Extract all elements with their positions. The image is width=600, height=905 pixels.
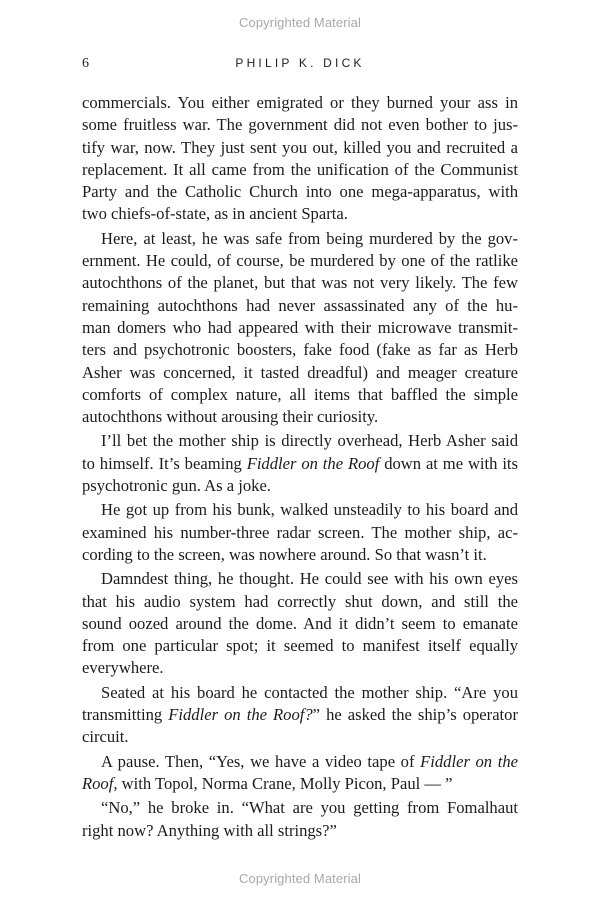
text-line: sound oozed around the dome. And it didn’t seem to emanate bbox=[82, 613, 518, 633]
text-line: circuit. bbox=[82, 727, 129, 747]
italic-title: Fiddler on the Roof bbox=[246, 453, 380, 473]
text-line: from one particular spot; it seemed to manifest itself equally bbox=[82, 636, 518, 656]
running-head-author: PHILIP K. DICK bbox=[235, 56, 365, 70]
copyright-watermark-bottom: Copyrighted Material bbox=[239, 871, 361, 886]
text-line: autochthons of the planet, but that was not very likely. The few bbox=[82, 273, 518, 293]
text-line: Roof, with Topol, Norma Crane, Molly Picon, Paul — ” bbox=[82, 773, 453, 793]
paragraph-first-line: Seated at his board he contacted the mother ship. “Are you bbox=[101, 682, 518, 702]
text-line: two chiefs-of-state, as in ancient Sparta. bbox=[82, 204, 348, 224]
text-line: that his audio system had correctly shut down, and still the bbox=[82, 591, 518, 611]
text-line: examined his number-three radar screen. The mother ship, ac- bbox=[82, 522, 518, 542]
text-line: autochthons without arousing their curiosity. bbox=[82, 407, 379, 427]
text-line: replacement. It all came from the unification of the Communist bbox=[82, 159, 518, 179]
paragraph-first-line: I’ll bet the mother ship is directly overhead, Herb Asher said bbox=[101, 431, 518, 451]
text-line: remaining autochthons had never assassinated any of the hu- bbox=[82, 295, 518, 315]
text-line: everywhere. bbox=[82, 658, 164, 678]
italic-title: Fiddler on the bbox=[420, 751, 518, 771]
text-line: ernment. He could, of course, be murdered by one of the ratlike bbox=[82, 251, 518, 271]
text-line: tify war, now. They just sent you out, killed you and recruited a bbox=[82, 137, 518, 157]
paragraph-first-line: He got up from his bunk, walked unsteadily to his board and bbox=[101, 500, 518, 520]
body-text bbox=[82, 92, 518, 842]
text-line: transmitting Fiddler on the Roof?” he asked the ship’s operator bbox=[82, 705, 518, 725]
text-line: Asher was concerned, it tasted dreadful) and meager creature bbox=[82, 362, 518, 382]
paragraph-first-line: Here, at least, he was safe from being murdered by the gov- bbox=[101, 228, 518, 248]
text-line: comforts of complex nature, all items that baffled the simple bbox=[82, 384, 518, 404]
text-line: Party and the Catholic Church into one mega-apparatus, with bbox=[82, 182, 518, 202]
paragraph-first-line: “No,” he broke in. “What are you getting from Fomalhaut bbox=[101, 798, 518, 818]
text-line: right now? Anything with all strings?” bbox=[82, 820, 337, 840]
italic-title: Roof, bbox=[82, 773, 118, 793]
copyright-watermark-top: Copyrighted Material bbox=[239, 15, 361, 30]
text-line: to himself. It’s beaming Fiddler on the Roof down at me with its bbox=[82, 453, 519, 473]
text-line: some fruitless war. The government did not even bother to jus- bbox=[82, 115, 518, 135]
text-line: ters and psychotronic boosters, fake food (fake as far as Herb bbox=[82, 340, 518, 360]
paragraph-first-line: Damndest thing, he thought. He could see with his own eyes bbox=[101, 569, 518, 589]
italic-title: Fiddler on the Roof? bbox=[168, 705, 313, 725]
text-line: psychotronic gun. As a joke. bbox=[82, 476, 271, 496]
text-line: man domers who had appeared with their microwave transmit- bbox=[82, 317, 518, 337]
paragraph-first-line: A pause. Then, “Yes, we have a video tape of Fiddler on the bbox=[101, 751, 518, 771]
page-number: 6 bbox=[82, 56, 89, 71]
text-line: cording to the screen, was nowhere around. So that wasn’t it. bbox=[82, 544, 487, 564]
text-line: commercials. You either emigrated or they burned your ass in bbox=[82, 93, 518, 112]
